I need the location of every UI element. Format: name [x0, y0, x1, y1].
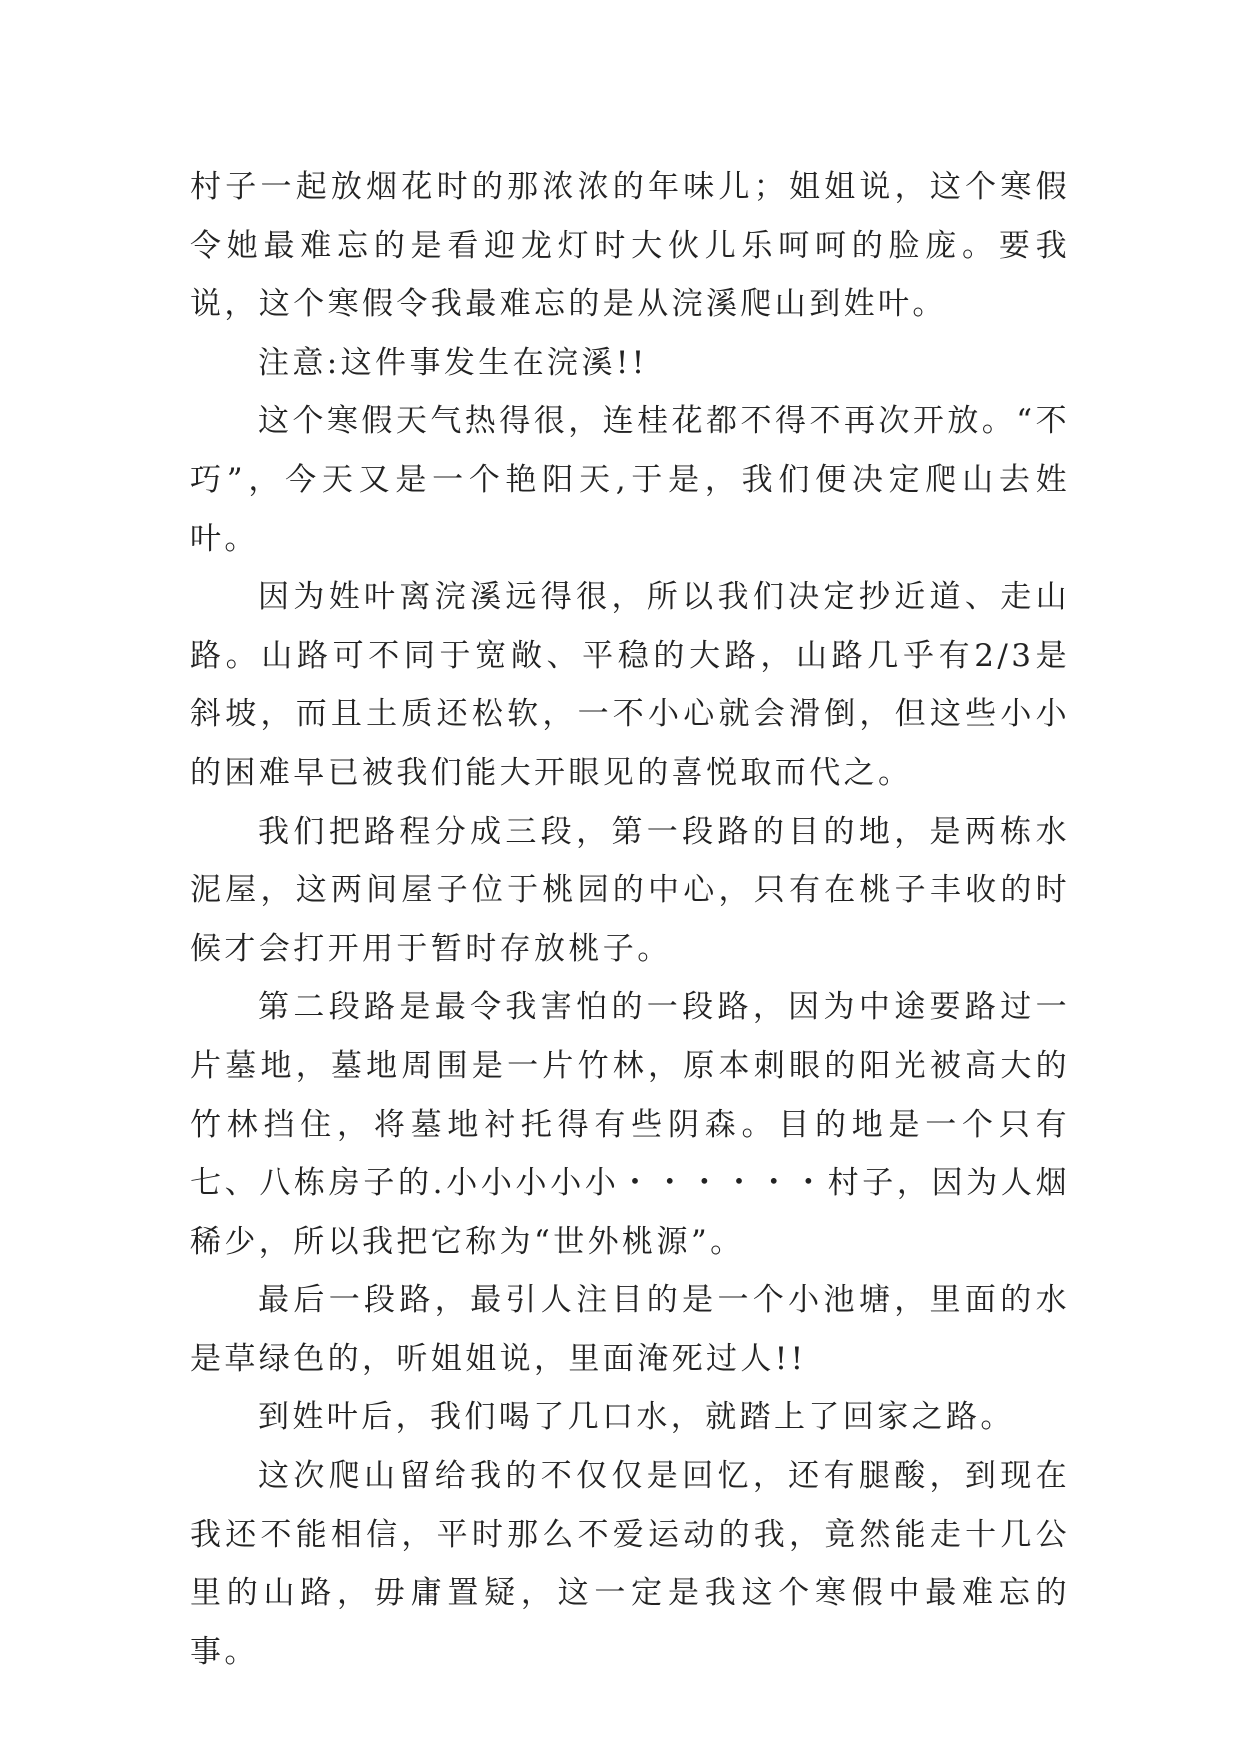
paragraph: 因为姓叶离浣溪远得很，所以我们决定抄近道、走山路。山路可不同于宽敞、平稳的大路，山路几乎有2/3是斜坡，而且土质还松软，一不小心就会滑倒，但这些小小的困难早已被我们能大开眼见的喜悦取而代之。 — [190, 579, 1070, 791]
paragraph: 到姓叶后，我们喝了几口水，就踏上了回家之路。 — [258, 1399, 1015, 1436]
paragraph: 这个寒假天气热得很，连桂花都不得不再次开放。“不巧”，今天又是一个艳阳天,于是，我们便决定爬山去姓叶。 — [190, 403, 1070, 557]
article-body — [190, 158, 1070, 1681]
paragraph: 第二段路是最令我害怕的一段路，因为中途要路过一片墓地，墓地周围是一片竹林，原本刺眼的阳光被高大的竹林挡住，将墓地衬托得有些阴森。目的地是一个只有七、八栋房子的.小小小小小・・・・・・村子，因为人烟稀少，所以我把它称为“世外桃源”。 — [190, 989, 1070, 1260]
paragraph: 我们把路程分成三段，第一段路的目的地，是两栋水泥屋，这两间屋子位于桃园的中心，只有在桃子丰收的时候才会打开用于暂时存放桃子。 — [190, 813, 1070, 967]
paragraph-continued: 村子一起放烟花时的那浓浓的年味儿；姐姐说，这个寒假令她最难忘的是看迎龙灯时大伙儿乐呵呵的脸庞。要我说，这个寒假令我最难忘的是从浣溪爬山到姓叶。 — [190, 169, 1070, 323]
paragraph: 最后一段路，最引人注目的是一个小池塘，里面的水是草绿色的，听姐姐说，里面淹死过人!! — [190, 1282, 1070, 1377]
paragraph-note: 注意:这件事发生在浣溪!! — [258, 344, 648, 381]
paragraph-conclusion: 这次爬山留给我的不仅仅是回忆，还有腿酸，到现在我还不能相信，平时那么不爱运动的我，竟然能走十几公里的山路，毋庸置疑，这一定是我这个寒假中最难忘的事。 — [190, 1458, 1070, 1670]
